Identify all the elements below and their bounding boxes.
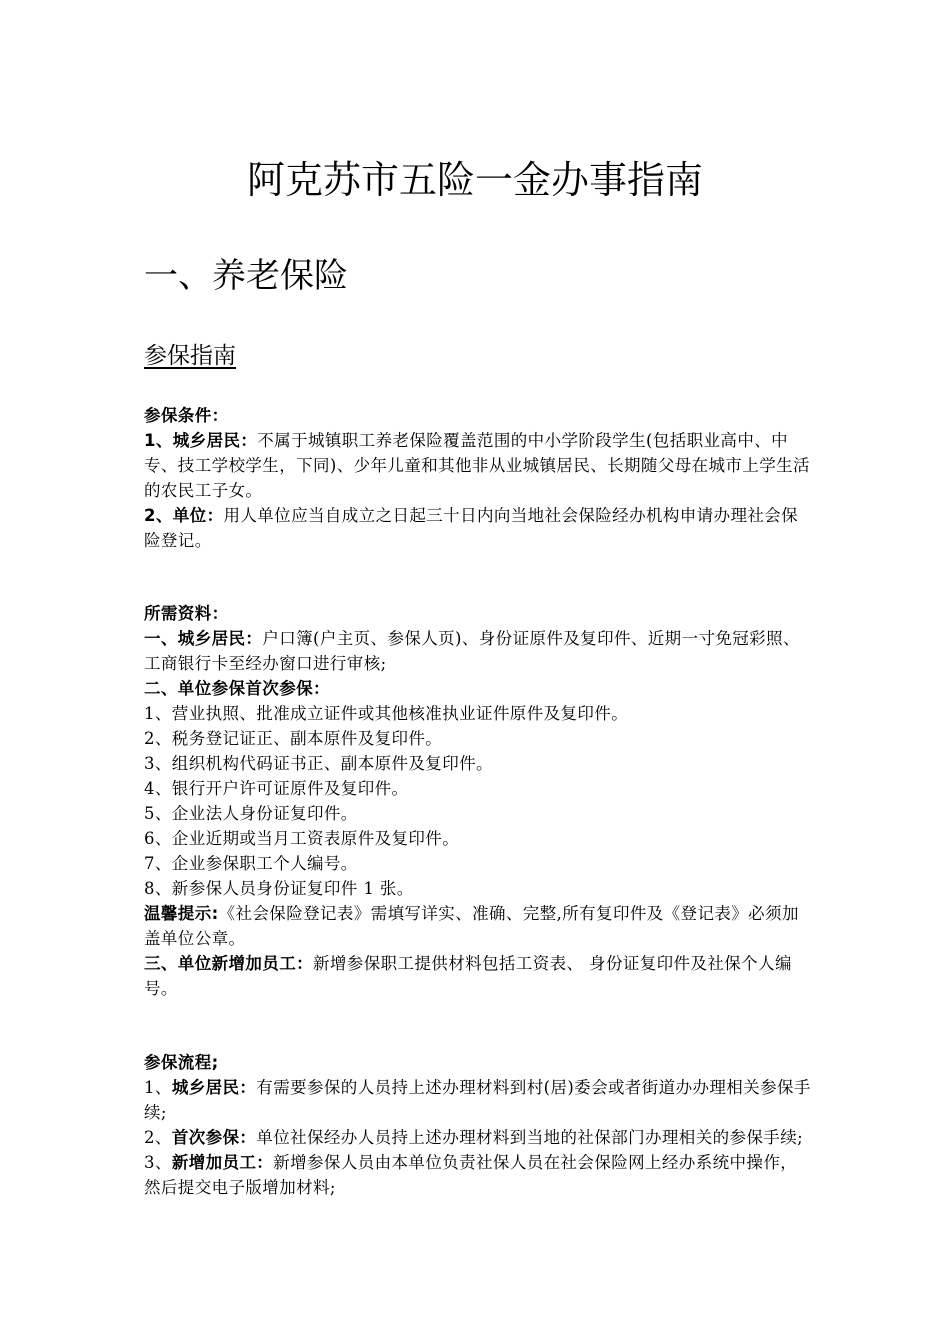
process-num: 2、 [144, 1128, 172, 1147]
process-label: 参保流程; [144, 1053, 219, 1072]
tip-text: 《社会保险登记表》需填写详实、准确、完整,所有复印件及《登记表》必须加盖单位公章。 [144, 904, 799, 948]
process-item [144, 1125, 812, 1150]
process-lead: 新增加员工： [171, 1153, 274, 1172]
list-item: 1、营业执照、批准成立证件或其他核准执业证件原件及复印件。 [144, 704, 629, 723]
tip-paragraph [144, 901, 812, 951]
new-staff-paragraph [144, 951, 812, 1001]
list-item: 8、新参保人员身份证复印件 1 张。 [144, 879, 414, 898]
process-lead: 城乡居民： [171, 1078, 257, 1097]
tip-lead: 温馨提示: [144, 904, 219, 923]
process-item [144, 1075, 812, 1125]
list-item: 4、银行开户许可证原件及复印件。 [144, 779, 409, 798]
condition-text: 用人单位应当自成立之日起三十日内向当地社会保险经办机构申请办理社会保险登记。 [144, 506, 799, 550]
materials-text: 户口簿(户主页、参保人页)、身份证原件及复印件、近期一寸免冠彩照、工商银行卡至经办窗口进行审核; [144, 629, 800, 673]
condition-lead: 1、城乡居民： [144, 431, 258, 450]
condition-text: 不属于城镇职工养老保险覆盖范围的中小学阶段学生(包括职业高中、中专、技工学校学生，下同)、少年儿童和其他非从业城镇居民、长期随父母在城市上学生活的农民工子女。 [144, 431, 810, 500]
list-item: 5、企业法人身份证复印件。 [144, 804, 358, 823]
materials-label: 所需资料： [144, 604, 229, 623]
process-lead: 首次参保： [171, 1128, 257, 1147]
unit-first-label: 二、单位参保首次参保： [144, 679, 330, 698]
new-staff-lead: 三、单位新增加员工： [144, 954, 313, 973]
materials-block [144, 601, 812, 1001]
document-title: 阿克苏市五险一金办事指南 [246, 158, 703, 202]
condition-item-resident [144, 428, 812, 503]
subheading-enrollment-guide: 参保指南 [144, 343, 236, 369]
conditions-block [144, 403, 812, 553]
list-item: 3、组织机构代码证书正、副本原件及复印件。 [144, 754, 493, 773]
section-heading-pension: 一、养老保险 [144, 256, 348, 296]
materials-lead: 一、城乡居民： [144, 629, 263, 648]
conditions-label: 参保条件： [144, 406, 229, 425]
list-item: 6、企业近期或当月工资表原件及复印件。 [144, 829, 460, 848]
process-num: 3、 [144, 1153, 172, 1172]
process-text: 单位社保经办人员持上述办理材料到当地的社保部门办理相关的参保手续; [256, 1128, 804, 1147]
materials-resident [144, 626, 812, 676]
list-item: 7、企业参保职工个人编号。 [144, 854, 358, 873]
condition-item-unit [144, 503, 812, 553]
new-staff-text: 新增参保职工提供材料包括工资表、 身份证复印件及社保个人编号。 [144, 954, 792, 998]
process-num: 1、 [144, 1078, 172, 1097]
process-text: 新增参保人员由本单位负责社保人员在社会保险网上经办系统中操作，然后提交电子版增加材料; [144, 1153, 798, 1197]
list-item: 2、税务登记证正、副本原件及复印件。 [144, 729, 443, 748]
process-text: 有需要参保的人员持上述办理材料到村(居)委会或者街道办办理相关参保手续; [144, 1078, 811, 1122]
process-block [144, 1050, 812, 1200]
process-item [144, 1150, 812, 1200]
condition-lead: 2、单位： [144, 506, 224, 525]
